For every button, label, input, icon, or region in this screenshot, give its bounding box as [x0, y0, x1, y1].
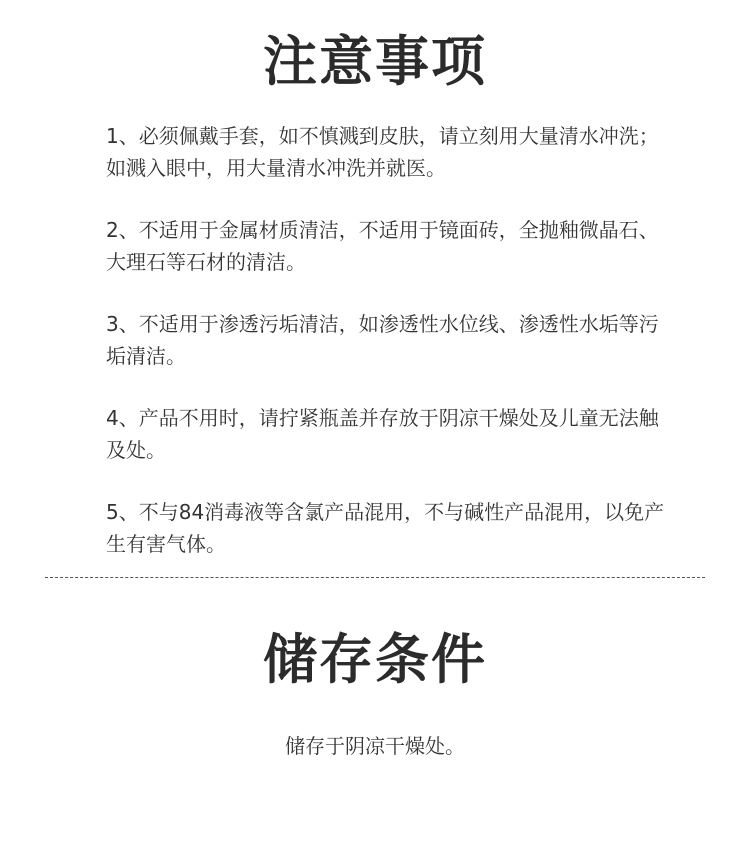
note-item-3: 3、不适用于渗透污垢清洁，如渗透性水位线、渗透性水垢等污垢清洁。	[106, 312, 659, 368]
section-divider	[45, 577, 705, 578]
note-item-5: 5、不与84消毒液等含氯产品混用，不与碱性产品混用，以免产生有害气体。	[106, 500, 665, 556]
notes-title: 注意事项	[263, 30, 487, 93]
storage-title: 储存条件	[263, 628, 487, 691]
notes-list	[106, 120, 666, 590]
note-item-1: 1、必须佩戴手套，如不慎溅到皮肤，请立刻用大量清水冲洗；如溅入眼中，用大量清水冲洗并就医。	[106, 124, 659, 180]
note-item-4: 4、产品不用时，请拧紧瓶盖并存放于阴凉干燥处及儿童无法触及处。	[106, 406, 659, 462]
storage-text: 储存于阴凉干燥处。	[285, 734, 465, 758]
note-item-2: 2、不适用于金属材质清洁，不适用于镜面砖，全抛釉微晶石、大理石等石材的清洁。	[106, 218, 659, 274]
